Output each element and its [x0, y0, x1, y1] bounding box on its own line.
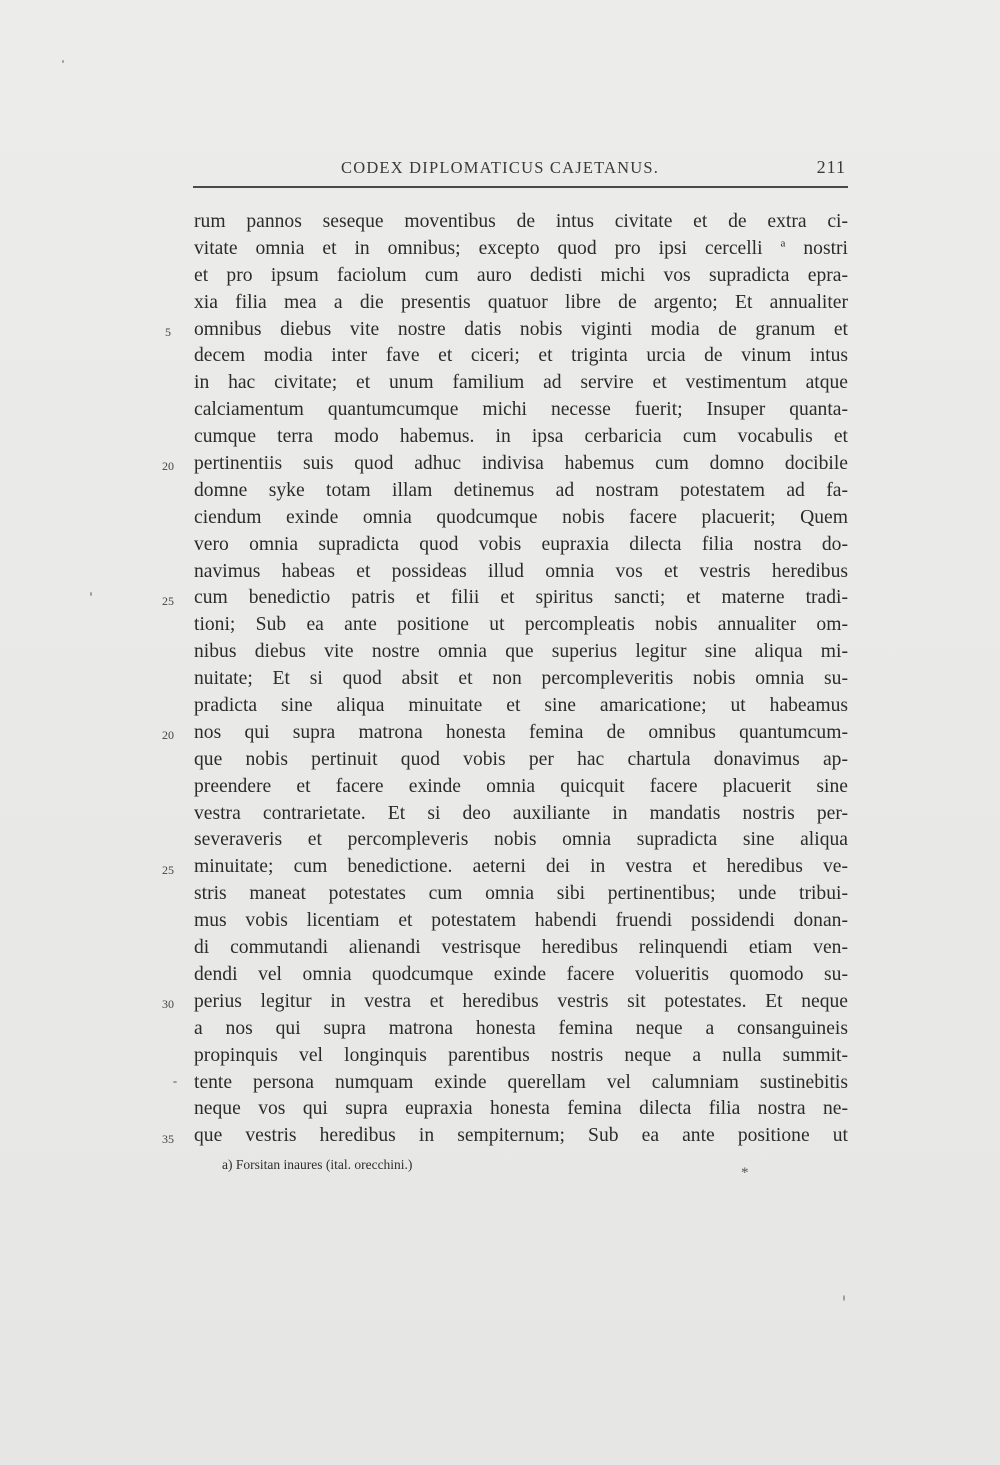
- line-text: vero omnia supradicta quod vobis eupraxia dilecta filia nostra do-: [194, 533, 848, 555]
- header-rule: [193, 186, 848, 188]
- line-text: mus vobis licentiam et potestatem habendi fruendi possidendi donan-: [194, 910, 848, 932]
- running-title: CODEX DIPLOMATICUS CAJETANUS.: [341, 158, 660, 177]
- paper-speck: [173, 1081, 177, 1083]
- margin-line-number: 5: [165, 324, 171, 339]
- text-line: [194, 424, 848, 451]
- text-line: [194, 989, 848, 1016]
- text-line: [194, 747, 848, 774]
- line-text-tail: nostri: [785, 237, 848, 259]
- text-line: [194, 505, 848, 532]
- text-line: [194, 827, 848, 854]
- line-text: domne syke totam illam detinemus ad nostram potestatem ad fa-: [194, 479, 848, 501]
- footnote-marker: a: [780, 237, 786, 250]
- line-text: di commutandi alienandi vestrisque heredibus relinquendi etiam ven-: [194, 937, 848, 959]
- line-text: neque vos qui supra eupraxia honesta femina dilecta filia nostra ne-: [194, 1098, 848, 1120]
- line-text: cumque terra modo habemus. in ipsa cerbaricia cum vocabulis et: [194, 426, 848, 448]
- line-text: xia filia mea a die presentis quatuor libre de argento; Et annualiter: [194, 291, 848, 313]
- text-line: [194, 397, 848, 424]
- text-line: [194, 962, 848, 989]
- line-text: que vestris heredibus in sempiternum; Sub ea ante positione ut: [194, 1125, 848, 1147]
- line-text: cum benedictio patris et filii et spiritus sancti; et materne tradi-: [194, 587, 848, 609]
- text-line: [194, 1123, 848, 1150]
- line-text: propinquis vel longinquis parentibus nostris neque a nulla summit-: [194, 1044, 848, 1066]
- page-header: [193, 158, 848, 186]
- margin-line-number: 25: [162, 862, 174, 877]
- line-text: preendere et facere exinde omnia quicquit facere placuerit sine: [194, 775, 848, 797]
- text-line: [194, 263, 848, 290]
- text-line: [194, 854, 848, 881]
- text-line: [194, 1043, 848, 1070]
- text-line: [194, 1070, 848, 1097]
- margin-line-number: 35: [162, 1131, 174, 1146]
- paper-speck: [62, 60, 64, 63]
- line-text: stris maneat potestates cum omnia sibi pertinentibus; unde tribui-: [194, 883, 848, 905]
- text-line: [194, 666, 848, 693]
- line-text: a nos qui supra matrona honesta femina neque a consanguineis: [194, 1017, 848, 1039]
- text-line: [194, 720, 848, 747]
- line-text: nos qui supra matrona honesta femina de omnibus quantumcum-: [194, 721, 848, 743]
- text-line: [194, 317, 848, 344]
- margin-line-number: 30: [162, 997, 174, 1012]
- asterisk-mark: *: [741, 1165, 749, 1181]
- line-text: pradicta sine aliqua minuitate et sine amaricatione; ut habeamus: [194, 695, 848, 717]
- line-text: vestra contrarietate. Et si deo auxiliante in mandatis nostris per-: [194, 802, 848, 824]
- text-line: [194, 1096, 848, 1123]
- text-line: [194, 639, 848, 666]
- text-line: [194, 612, 848, 639]
- line-text: tioni; Sub ea ante positione ut percompleatis nobis annualiter om-: [194, 614, 848, 636]
- line-text: minuitate; cum benedictione. aeterni dei in vestra et heredibus ve-: [194, 856, 848, 878]
- line-text: vitate omnia et in omnibus; excepto quod pro ipsi cercelli: [194, 237, 763, 259]
- line-text: decem modia inter fave et ciceri; et triginta urcia de vinum intus: [194, 345, 848, 367]
- page-number: 211: [816, 157, 846, 177]
- line-text: pertinentiis suis quod adhuc indivisa habemus cum domno docibile: [194, 453, 848, 475]
- text-line: [194, 693, 848, 720]
- line-text: nibus diebus vite nostre omnia que superius legitur sine aliqua mi-: [194, 641, 848, 663]
- text-line: [194, 585, 848, 612]
- line-text: ciendum exinde omnia quodcumque nobis facere placuerit; Quem: [194, 506, 848, 528]
- line-text: severaveris et percompleveris nobis omnia supradicta sine aliqua: [194, 829, 848, 851]
- footnote: a) Forsitan inaures (ital. orecchini.): [222, 1157, 413, 1172]
- text-line: [194, 881, 848, 908]
- body-text: [194, 209, 848, 1150]
- line-text: perius legitur in vestra et heredibus vestris sit potestates. Et neque: [194, 990, 848, 1012]
- text-line: [194, 1016, 848, 1043]
- paper-speck: [90, 592, 92, 596]
- line-text: dendi vel omnia quodcumque exinde facere volueritis quomodo su-: [194, 963, 848, 985]
- line-text: rum pannos seseque moventibus de intus civitate et de extra ci-: [194, 211, 848, 232]
- text-line: [194, 236, 848, 263]
- line-text: in hac civitate; et unum familium ad servire et vestimentum atque: [194, 372, 848, 394]
- text-line: [194, 451, 848, 478]
- text-line: [194, 935, 848, 962]
- text-line: [194, 290, 848, 317]
- text-line: [194, 908, 848, 935]
- margin-line-number: 25: [162, 593, 174, 608]
- text-line: [194, 559, 848, 586]
- line-text: nuitate; Et si quod absit et non percompleveritis nobis omnia su-: [194, 668, 848, 690]
- line-text: omnibus diebus vite nostre datis nobis viginti modia de granum et: [194, 318, 848, 340]
- text-line: [194, 370, 848, 397]
- line-text: tente persona numquam exinde querellam vel calumniam sustinebitis: [194, 1071, 848, 1093]
- text-line: [194, 478, 848, 505]
- line-text: navimus habeas et possideas illud omnia vos et vestris heredibus: [194, 560, 848, 582]
- margin-line-number: 20: [162, 459, 174, 474]
- line-text: que nobis pertinuit quod vobis per hac chartula donavimus ap-: [194, 748, 848, 770]
- margin-line-number: 20: [162, 728, 174, 743]
- text-line: [194, 343, 848, 370]
- paper-speck: [843, 1295, 845, 1301]
- text-line: [194, 532, 848, 559]
- text-line: [194, 801, 848, 828]
- text-line: [194, 209, 848, 236]
- line-text: calciamentum quantumcumque michi necesse fuerit; Insuper quanta-: [194, 399, 848, 421]
- line-text: et pro ipsum faciolum cum auro dedisti michi vos supradicta epra-: [194, 264, 848, 286]
- text-line: [194, 774, 848, 801]
